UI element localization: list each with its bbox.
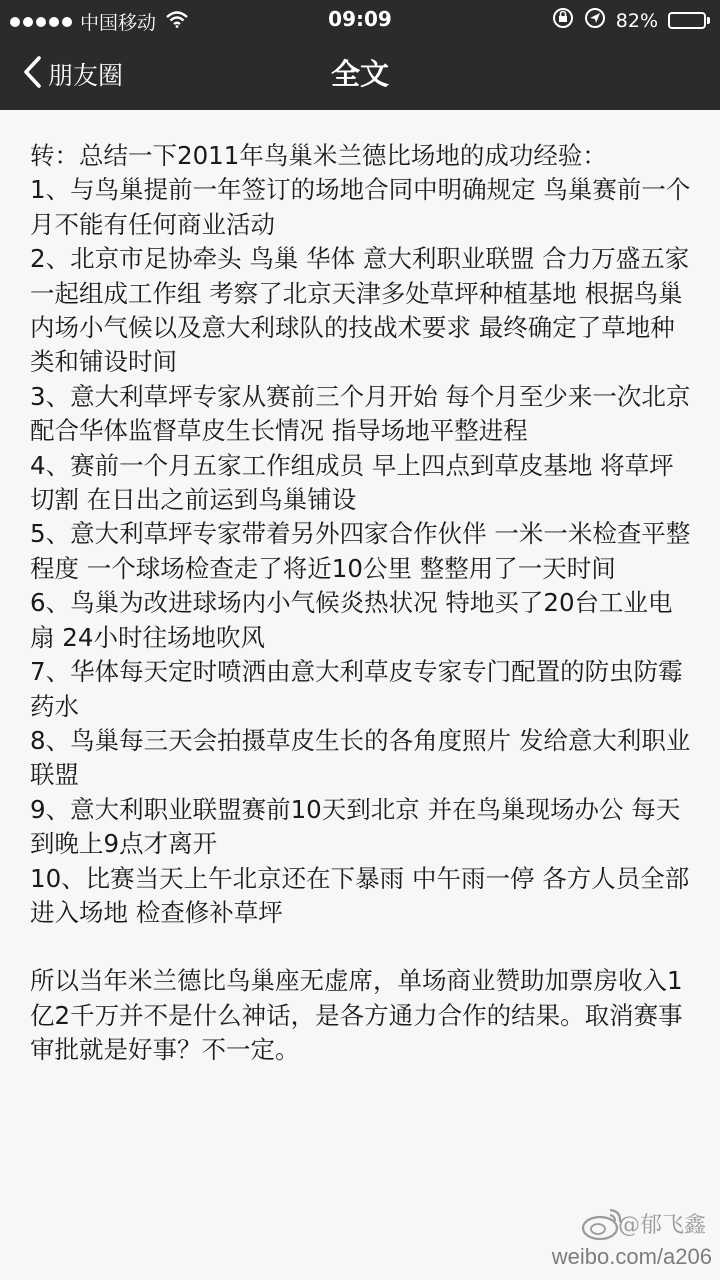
article-point-4: 4、赛前一个月五家工作组成员 早上四点到草皮基地 将草坪切割 在日出之前运到鸟巢铺设	[30, 450, 674, 515]
paragraph-spacer	[30, 930, 695, 964]
battery-percent: 82%	[615, 9, 658, 32]
article-point-5: 5、意大利草坪专家带着另外四家合作伙伴 一米一米检查平整程度 一个球场检查走了将近10公里 整整用了一天时间	[30, 519, 691, 583]
page-title: 全文	[330, 57, 389, 91]
article-intro: 转：总结一下2011年鸟巢米兰德比场地的成功经验：	[30, 141, 607, 170]
rotation-lock-icon	[552, 7, 574, 34]
article-point-7: 7、华体每天定时喷洒由意大利草皮专家专门配置的防虫防霉药水	[30, 657, 683, 721]
article-point-6: 6、鸟巢为改进球场内小气候炎热状况 特地买了20台工业电扇 24小时往场地吹风	[30, 588, 673, 652]
chevron-left-icon	[22, 55, 42, 93]
article-conclusion: 所以当年米兰德比鸟巢座无虚席，单场商业赞助加票房收入1亿2千万并不是什么神话，是各方通力合作的结果。取消赛事审批就是好事？不一定。	[30, 966, 683, 1065]
article-point-8: 8、鸟巢每三天会拍摄草皮生长的各角度照片 发给意大利职业联盟	[30, 725, 691, 790]
status-time: 09:09	[328, 7, 392, 31]
carrier-name: 中国移动	[80, 12, 157, 34]
article-point-2: 2、北京市足协牵头 鸟巢 华体 意大利职业联盟 合力万盛五家一起组成工作组 考察了北京天津多处草坪种植基地 根据鸟巢内场小气候以及意大利球队的技战术要求 最终确定了草地种类和铺设时间	[30, 244, 690, 377]
location-icon	[584, 7, 606, 34]
nav-bar	[0, 38, 720, 110]
watermark-url: weibo.com/a206	[551, 1244, 712, 1269]
watermark-handle: @郁飞鑫	[617, 1213, 706, 1238]
watermark	[552, 1206, 712, 1270]
article-body	[30, 139, 695, 1068]
article-point-9: 9、意大利职业联盟赛前10天到北京 并在鸟巢现场办公 每天到晚上9点才离开	[30, 794, 681, 859]
battery-icon	[668, 12, 710, 29]
status-right	[552, 7, 710, 34]
back-label: 朋友圈	[48, 61, 124, 90]
back-button[interactable]	[22, 38, 123, 110]
article-point-3: 3、意大利草坪专家从赛前三个月开始 每个月至少来一次北京配合华体监督草皮生长情况 指导场地平整进程	[30, 381, 691, 446]
article-point-1: 1、与鸟巢提前一年签订的场地合同中明确规定 鸟巢赛前一个月不能有任何商业活动	[30, 175, 691, 239]
status-bar	[0, 0, 720, 38]
article-point-10: 10、比赛当天上午北京还在下暴雨 中午雨一停 各方人员全部进入场地 检查修补草坪	[30, 863, 690, 927]
